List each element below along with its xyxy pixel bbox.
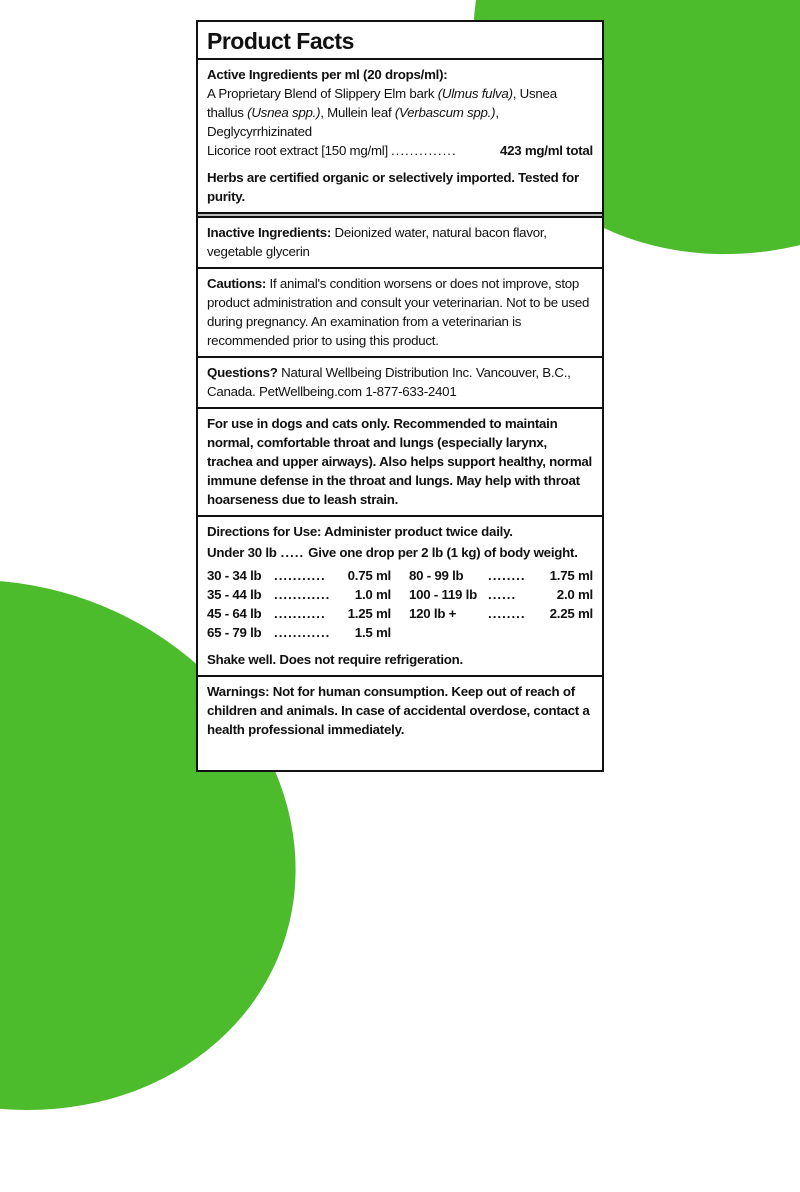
dosage-row	[207, 623, 391, 642]
cautions-label: Cautions:	[207, 276, 267, 291]
dosage-weight: 30 - 34 lb	[207, 568, 262, 583]
dosage-weight: 80 - 99 lb	[409, 568, 464, 583]
dosage-amount: 0.75 ml	[347, 568, 391, 583]
dosage-weight: 35 - 44 lb	[207, 587, 262, 602]
dosage-weight: 100 - 119 lb	[409, 587, 477, 602]
dosage-amount: 1.0 ml	[354, 587, 391, 602]
herbs-statement: Herbs are certified organic or selectively imported. Tested for purity.	[207, 170, 579, 204]
inactive-section	[207, 218, 593, 267]
dosage-row	[409, 585, 593, 604]
questions-section	[207, 358, 593, 407]
leader-dots: ........	[488, 606, 526, 621]
dosage-amount: 1.5 ml	[354, 625, 391, 640]
cautions-section	[207, 269, 593, 356]
dosage-amount: 2.25 ml	[549, 606, 593, 621]
latin-name: (Verbascum spp.)	[394, 105, 496, 120]
dosage-row	[207, 585, 391, 604]
under-weight: Under 30 lb	[207, 545, 277, 560]
dosage-row	[207, 566, 391, 585]
dosage-row	[409, 604, 593, 623]
leader-dots: ...........	[274, 606, 326, 621]
product-facts-panel	[196, 20, 604, 772]
dosage-amount: 1.25 ml	[347, 606, 391, 621]
dosage-amount: 2.0 ml	[556, 587, 593, 602]
inactive-label: Inactive Ingredients:	[207, 225, 332, 240]
active-heading: Active Ingredients per ml (20 drops/ml):	[207, 67, 448, 82]
dosage-column-right	[409, 566, 593, 642]
dosage-row	[207, 604, 391, 623]
latin-name: (Usnea spp.)	[247, 105, 321, 120]
warnings-label: Warnings:	[207, 684, 270, 699]
cautions-text: If animal's condition worsens or does not improve, stop product administration and consult your veterinarian. Not to be used during pregnancy. An examination from a veterinarian is recommended prior to using this product.	[207, 276, 590, 348]
leader-dots: .....	[280, 545, 305, 560]
active-total: 423 mg/ml total	[499, 143, 593, 158]
leader-dots: ..............	[390, 143, 457, 158]
use-statement: For use in dogs and cats only. Recommended to maintain normal, comfortable throat and lungs (especially larynx, trachea and upper airways). Also helps support healthy, normal immune defense in the throat and lungs. May help with throat hoarseness due to leash strain.	[207, 416, 592, 507]
warnings-text: Not for human consumption. Keep out of reach of children and animals. In case of accidental overdose, contact a health professional immediately.	[207, 684, 590, 737]
leader-dots: ......	[488, 587, 517, 602]
storage-note: Shake well. Does not require refrigeration.	[207, 652, 463, 667]
questions-label: Questions?	[207, 365, 278, 380]
leader-dots: ............	[274, 625, 331, 640]
dosage-column-left	[207, 566, 391, 642]
warnings-section	[207, 677, 593, 745]
dosage-weight: 120 lb +	[409, 606, 457, 621]
dosage-row	[409, 566, 593, 585]
active-text-part: , Usnea thallus	[207, 86, 557, 120]
active-text-part: , Deglycyrrhizinated	[207, 105, 499, 139]
active-ingredients-section	[207, 60, 593, 212]
dosage-table	[207, 566, 593, 642]
leader-dots: ...........	[274, 568, 326, 583]
active-text-part: A Proprietary Blend of Slippery Elm bark	[207, 86, 438, 101]
under-dose: Give one drop per 2 lb (1 kg) of body weight.	[308, 545, 578, 560]
dosage-weight: 45 - 64 lb	[207, 606, 262, 621]
panel-title: Product Facts	[198, 28, 602, 60]
active-text-part: , Mullein leaf	[320, 105, 395, 120]
active-text	[207, 84, 593, 141]
inactive-text: Deionized water, natural bacon flavor, vegetable glycerin	[207, 225, 547, 259]
directions-under-30	[207, 543, 593, 562]
directions-section	[207, 517, 593, 675]
active-total-line	[207, 141, 593, 160]
leader-dots: ............	[274, 587, 331, 602]
leader-dots: ........	[488, 568, 526, 583]
directions-heading: Directions for Use: Administer product twice daily.	[207, 524, 513, 539]
questions-text: Natural Wellbeing Distribution Inc. Vancouver, B.C., Canada. PetWellbeing.com 1-877-633-2401	[207, 365, 571, 399]
dosage-weight: 65 - 79 lb	[207, 625, 262, 640]
latin-name: (Ulmus fulva)	[437, 86, 513, 101]
licorice-line: Licorice root extract [150 mg/ml]	[207, 143, 388, 158]
dosage-amount: 1.75 ml	[549, 568, 593, 583]
